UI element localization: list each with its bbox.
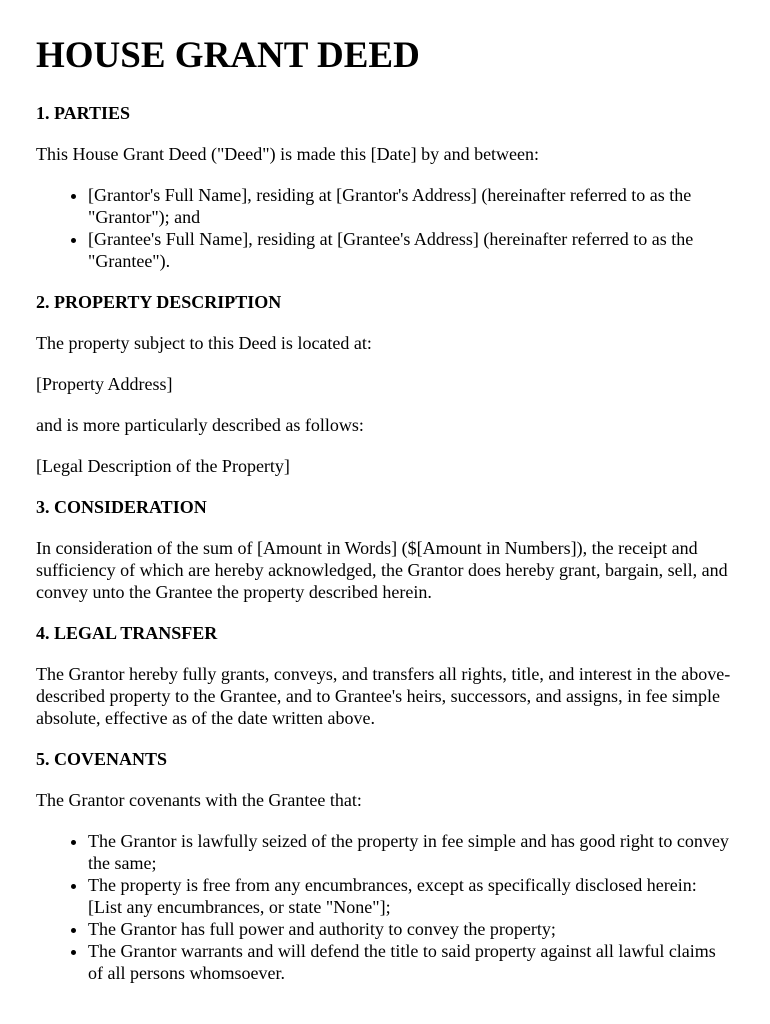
- section-consideration: [36, 496, 734, 603]
- property-address-placeholder: [Property Address]: [36, 374, 173, 394]
- section-legal-transfer: [36, 622, 734, 729]
- list-item: • The Grantor warrants and will defend the title to said property against all lawful claims of all persons whomsoever.: [88, 940, 734, 984]
- paragraph: and is more particularly described as follows:: [36, 415, 364, 435]
- list-item: • The property is free from any encumbrances, except as specifically disclosed herein: [List any encumbrances, or state "None"];: [88, 874, 734, 918]
- list-item: • The Grantor is lawfully seized of the property in fee simple and has good right to convey the same;: [88, 830, 734, 874]
- section-intro: This House Grant Deed ("Deed") is made this [Date] by and between:: [36, 144, 540, 164]
- section-heading: 2. PROPERTY DESCRIPTION: [36, 292, 282, 312]
- section-heading: 4. LEGAL TRANSFER: [36, 623, 218, 643]
- list-item: • [Grantee's Full Name], residing at [Grantee's Address] (hereinafter referred to as the "Grantee").: [88, 228, 734, 272]
- section-covenants: [36, 748, 734, 984]
- covenants-list: [36, 830, 734, 984]
- legal-description-placeholder: [Legal Description of the Property]: [36, 456, 290, 476]
- list-item: • The Grantor has full power and authority to convey the property;: [88, 918, 734, 940]
- section-property-description: [36, 291, 734, 477]
- paragraph: In consideration of the sum of [Amount in Words] ($[Amount in Numbers]), the receipt and sufficiency of which are hereby acknowledged, the Grantor does hereby grant, bargain, sell, and convey unto the Grantee the property described herein.: [36, 538, 728, 602]
- document-title: HOUSE GRANT DEED: [36, 35, 420, 76]
- paragraph: The Grantor hereby fully grants, conveys, and transfers all rights, title, and interest in the above-described property to the Grantee, and to Grantee's heirs, successors, and assigns, in fee simple absolute, effective as of the date written above.: [36, 664, 731, 728]
- list-item: • [Grantor's Full Name], residing at [Grantor's Address] (hereinafter referred to as the "Grantor"); and: [88, 184, 734, 228]
- parties-list: [36, 184, 734, 272]
- section-heading: 1. PARTIES: [36, 103, 131, 123]
- section-heading: 3. CONSIDERATION: [36, 497, 207, 517]
- section-parties: [36, 102, 734, 272]
- paragraph: The property subject to this Deed is located at:: [36, 333, 372, 353]
- section-intro: The Grantor covenants with the Grantee that:: [36, 790, 362, 810]
- section-heading: 5. COVENANTS: [36, 749, 168, 769]
